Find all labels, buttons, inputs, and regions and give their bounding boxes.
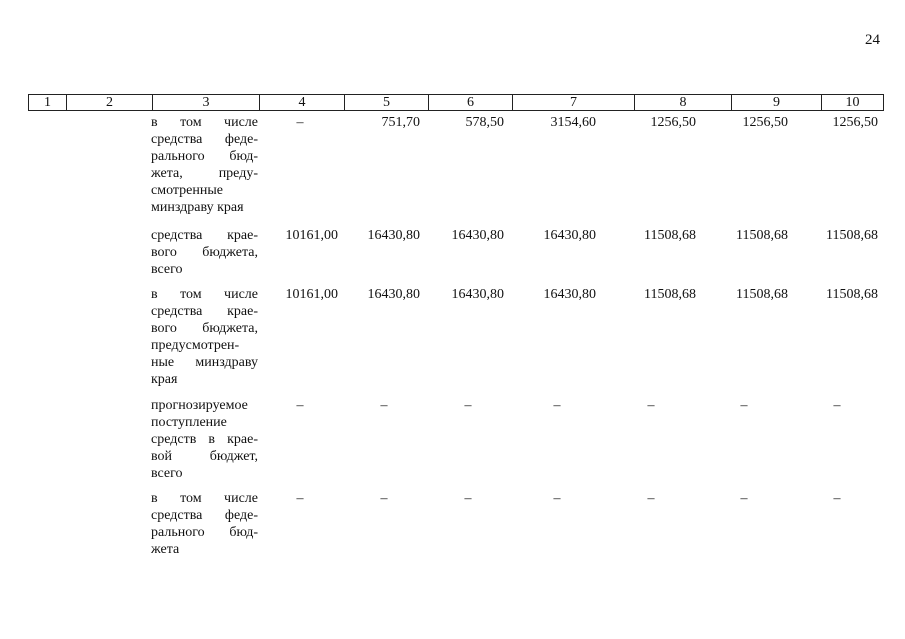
- label-line: в том числе: [151, 491, 258, 506]
- header-col-3: 3: [152, 95, 259, 110]
- label-line: средства феде-: [151, 508, 258, 523]
- table-cell-col-5: 16430,80: [367, 228, 420, 243]
- table-cell-col-7: 16430,80: [543, 287, 596, 302]
- label-line: средства крае-: [151, 228, 258, 243]
- label-line: всего: [151, 262, 183, 277]
- table-cell-col-9: 11508,68: [736, 287, 788, 302]
- header-col-2: 2: [66, 95, 152, 110]
- table-cell-col-9: –: [740, 398, 748, 413]
- table-cell-col-5: –: [380, 398, 388, 413]
- table-cell-col-5: 751,70: [381, 115, 420, 130]
- table-row-label: [151, 490, 258, 558]
- table-cell-col-7: –: [553, 491, 561, 506]
- table-cell-col-6: 578,50: [465, 115, 504, 130]
- table-row-label: [151, 286, 258, 388]
- label-line: средства феде-: [151, 132, 258, 147]
- table-cell-col-10: 11508,68: [826, 287, 878, 302]
- table-cell-col-5: 16430,80: [367, 287, 420, 302]
- table-cell-col-8: –: [647, 491, 655, 506]
- table-cell-col-4: 10161,00: [285, 228, 338, 243]
- table-cell-col-7: –: [553, 398, 561, 413]
- header-col-10: 10: [821, 95, 883, 110]
- table-cell-col-8: 1256,50: [650, 115, 696, 130]
- table-cell-col-6: 16430,80: [451, 287, 504, 302]
- table-cell-col-10: –: [833, 398, 841, 413]
- label-line: вой бюджет,: [151, 449, 258, 464]
- table-cell-col-8: –: [647, 398, 655, 413]
- label-line: рального бюд-: [151, 525, 258, 540]
- table-row-label: [151, 227, 258, 278]
- label-line: рального бюд-: [151, 149, 258, 164]
- table-cell-col-10: 1256,50: [832, 115, 878, 130]
- header-col-7: 7: [512, 95, 634, 110]
- table-cell-col-4: –: [296, 115, 304, 130]
- label-line: всего: [151, 466, 183, 481]
- label-line: вого бюджета,: [151, 321, 258, 336]
- table-cell-col-10: –: [833, 491, 841, 506]
- table-cell-col-8: 11508,68: [644, 287, 696, 302]
- label-line: средства крае-: [151, 304, 258, 319]
- header-col-1: 1: [44, 95, 51, 110]
- header-col-6: 6: [428, 95, 512, 110]
- table-cell-col-6: 16430,80: [451, 228, 504, 243]
- table-header-row: [28, 94, 884, 111]
- table-cell-col-9: 1256,50: [742, 115, 788, 130]
- page-number: 24: [865, 32, 880, 48]
- table-cell-col-7: 16430,80: [543, 228, 596, 243]
- label-line: прогнозируемое: [151, 398, 248, 413]
- table-cell-col-10: 11508,68: [826, 228, 878, 243]
- header-col-4: 4: [259, 95, 344, 110]
- label-line: поступление: [151, 415, 227, 430]
- label-line: предусмотрен-: [151, 338, 240, 353]
- label-line: средств в крае-: [151, 432, 258, 447]
- table-cell-col-4: –: [296, 491, 304, 506]
- table-row-label: [151, 114, 258, 216]
- table-cell-col-4: 10161,00: [285, 287, 338, 302]
- label-line: в том числе: [151, 287, 258, 302]
- label-line: смотренные: [151, 183, 223, 198]
- label-line: минздраву края: [151, 200, 244, 215]
- label-line: края: [151, 372, 178, 387]
- table-cell-col-5: –: [380, 491, 388, 506]
- header-col-8: 8: [634, 95, 731, 110]
- label-line: в том числе: [151, 115, 258, 130]
- table-cell-col-9: 11508,68: [736, 228, 788, 243]
- header-col-5: 5: [344, 95, 428, 110]
- table-row-label: [151, 397, 258, 482]
- label-line: ные минздраву: [151, 355, 258, 370]
- label-line: жета: [151, 542, 180, 557]
- label-line: жета, преду-: [151, 166, 258, 181]
- table-cell-col-6: –: [464, 398, 472, 413]
- table-cell-col-4: –: [296, 398, 304, 413]
- table-cell-col-8: 11508,68: [644, 228, 696, 243]
- table-cell-col-6: –: [464, 491, 472, 506]
- label-line: вого бюджета,: [151, 245, 258, 260]
- table-cell-col-9: –: [740, 491, 748, 506]
- table-cell-col-7: 3154,60: [550, 115, 596, 130]
- header-col-9: 9: [731, 95, 821, 110]
